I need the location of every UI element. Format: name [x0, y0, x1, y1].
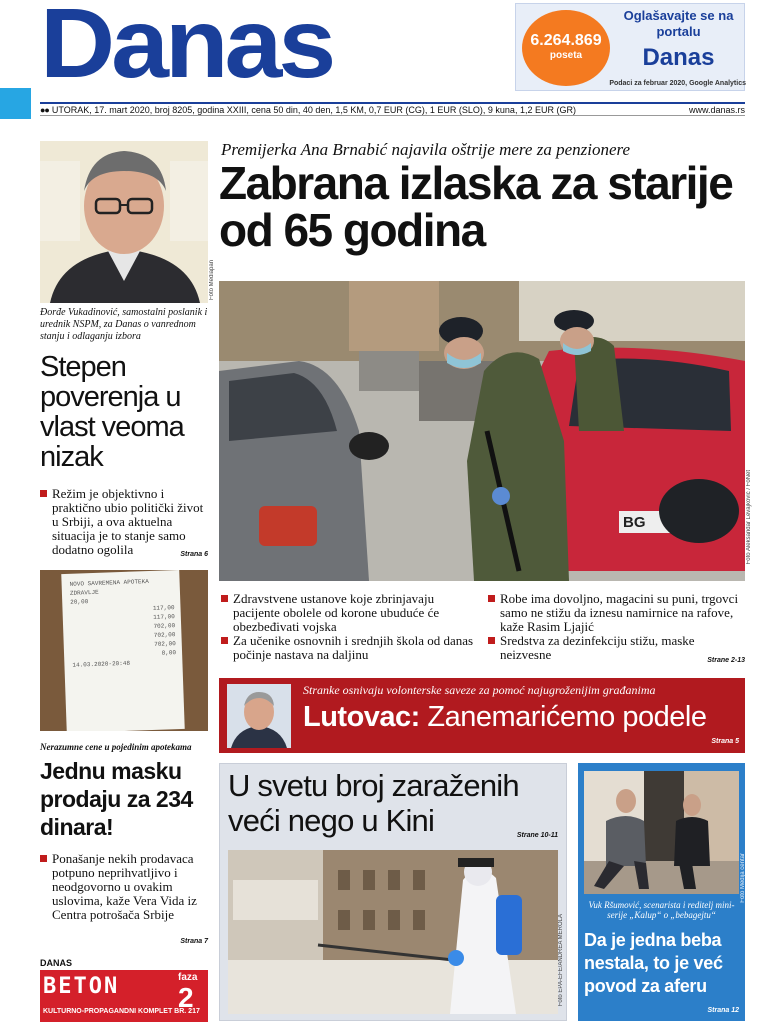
issue-info-text: UTORAK, 17. mart 2020, broj 8205, godina XXIII, cena 50 din, 40 den, 1,5 KM, 0,7 EUR (CG), 1 EUR (SLO), 9 kuna, 1,2 EUR (GR): [51, 105, 576, 115]
rsumovic-caption: Vuk Ršumović, scenarista i reditelj mini-serije „Kalup“ o „bebagejtu“: [588, 900, 735, 920]
ad-banner[interactable]: [515, 3, 745, 91]
lutovac-portrait: [227, 684, 291, 748]
receipt-line: 20,00: [70, 598, 89, 606]
receipt-line: NOVO SAVREMENA APOTEKA ZDRAVLJE: [69, 578, 149, 597]
bullet-square-icon: [40, 490, 47, 497]
main-bullet-text: Sredstva za dezinfekciju stižu, maske neizvesne: [500, 633, 695, 662]
world-story[interactable]: [219, 763, 567, 1021]
lutovac-headline: [303, 700, 706, 734]
mask-page-ref: Strana 7: [180, 938, 208, 945]
rsumovic-headline: Da je jedna beba nestala, to je već povod za aferu: [584, 930, 723, 996]
mask-headline[interactable]: Jednu masku prodaju za 234 dinara!: [40, 758, 193, 840]
world-photo-credit: Foto EPA-EFE/ANDREA MEROLA: [558, 914, 564, 1007]
left-top-bullet-text: Režim je objektivno i praktično ubio politički život u Srbiji, a ova aktuelna situacija je to stanje samo dodatno ogolila: [52, 486, 204, 557]
checkpoint-illustration: [219, 281, 745, 581]
ad-visits-badge: [522, 10, 610, 86]
ad-note: Podaci za februar 2020, Google Analytics: [609, 80, 746, 87]
ad-visits-label: poseta: [549, 50, 583, 61]
lutovac-story[interactable]: [219, 678, 745, 753]
masthead-logo[interactable]: Danas: [40, 0, 333, 99]
main-bullet-text: Robe ima dovoljno, magacini su puni, trgovci samo ne stižu da iznesu namirnice na rafove, kaže Rasim Ljajić: [500, 591, 739, 634]
receipt-line: 117,00: [152, 604, 175, 612]
rsumovic-illustration: [584, 771, 739, 894]
rsumovic-story[interactable]: [578, 763, 745, 1021]
bullet-square-icon: [488, 637, 495, 644]
main-bullet-text: Zdravstvene ustanove koje zbrinjavaju pacijente obolele od korone ubuduće će obezbeđivati vojska: [233, 591, 440, 634]
dots-icon: ●●: [40, 105, 49, 115]
vukadinovic-photo[interactable]: [40, 141, 208, 303]
beton-faza-number: 2: [178, 982, 194, 1013]
soldiers-checkpoint-photo[interactable]: [219, 281, 745, 581]
world-page-ref: Strane 10-11: [516, 832, 558, 839]
main-bullets-right: [488, 592, 745, 662]
lutovac-page-ref: Strana 5: [711, 738, 739, 745]
bullet-square-icon: [40, 855, 47, 862]
left-top-page-ref: Strana 6: [180, 551, 208, 558]
vukadinovic-photo-credit: Foto Mediapan: [209, 260, 215, 301]
main-bullet: [221, 634, 476, 662]
beton-section-label: DANAS: [40, 958, 73, 968]
lutovac-name: Lutovac:: [303, 701, 420, 733]
beton-promo[interactable]: [40, 970, 208, 1022]
venice-illustration: [228, 850, 558, 1014]
issue-info-bar: [40, 102, 745, 116]
receipt-line: 702,00: [153, 631, 176, 639]
main-page-ref: Strane 2-13: [707, 657, 745, 664]
main-bullets-left: [221, 592, 476, 662]
vukadinovic-caption: Đorđe Vukadinović, samostalni poslanik i urednik NSPM, za Danas o vanrednom stanju i odlaganju izbora: [40, 307, 208, 342]
bullet-square-icon: [488, 595, 495, 602]
receipt-line: 702,00: [154, 640, 176, 648]
bullet-square-icon: [221, 637, 228, 644]
receipt-paper: [61, 570, 184, 731]
world-headline: U svetu broj zaraženih veći nego u Kini: [228, 768, 519, 838]
portrait-illustration: [40, 141, 208, 303]
rsumovic-page-ref: Strana 12: [707, 1007, 739, 1014]
left-top-bullet: [40, 487, 208, 557]
rsumovic-photo: [584, 771, 739, 894]
main-kicker: Premijerka Ana Brnabić najavila oštrije mere za penzionere: [221, 140, 631, 159]
car-plate: BG: [623, 514, 646, 531]
mask-bullet: [40, 852, 208, 922]
site-url[interactable]: www.danas.rs: [688, 105, 745, 115]
main-headline[interactable]: Zabrana izlaska za starije od 65 godina: [219, 157, 733, 256]
receipt-line: 8,00: [161, 649, 177, 657]
mask-bullet-text: Ponašanje nekih prodavaca potpuno neprihvatljivo i neodgovorno u ovakim uslovima, kaže Vera Vida iz Centra potrošača Srbije: [52, 851, 197, 922]
venice-disinfection-photo: [228, 850, 558, 1014]
main-bullet-text: Za učenike osnovnih i srednjih škola od danas počinje nastava na daljinu: [233, 633, 474, 662]
mask-kicker: Nerazumne cene u pojedinim apotekama: [40, 742, 192, 752]
main-bullet: [221, 592, 476, 634]
left-top-headline[interactable]: Stepen poverenja u vlast veoma nizak: [40, 351, 184, 473]
main-photo-credit: Foto Aleksandar Levajković / FoNet: [746, 470, 752, 565]
receipt-line: 14.03.2020-20:48: [72, 659, 131, 669]
receipt-line: 117,00: [153, 613, 175, 621]
ad-text: Oglašavajte se na portalu: [623, 8, 734, 39]
receipt-photo[interactable]: [40, 570, 208, 731]
lutovac-headline-text: Zanemarićemo podele: [427, 701, 707, 733]
ad-visits-number: 6.264.869: [530, 32, 602, 49]
rsumovic-photo-credit: Foto Medija centar: [740, 853, 746, 903]
lutovac-photo: [227, 684, 291, 748]
bullet-square-icon: [221, 595, 228, 602]
receipt-line: 702,00: [153, 622, 176, 630]
lutovac-kicker: Stranke osnivaju volonterske saveze za pomoć najugroženijim građanima: [303, 683, 656, 697]
main-bullet: [488, 592, 745, 634]
beton-subtitle: KULTURNO-PROPAGANDNI KOMPLET BR. 217: [43, 1008, 200, 1015]
ad-brand: Danas: [642, 44, 715, 71]
blue-accent-block: [0, 88, 31, 119]
beton-title: BETON: [43, 974, 120, 999]
beton-faza-label: faza: [178, 972, 198, 983]
